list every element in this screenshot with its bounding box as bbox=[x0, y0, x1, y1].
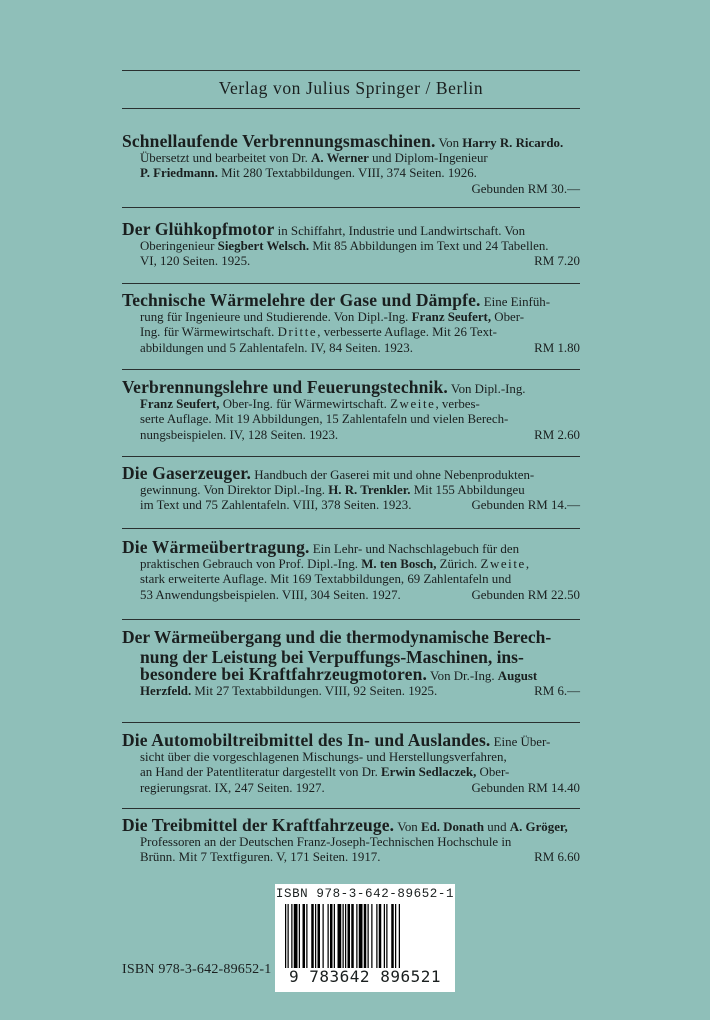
barcode-bar bbox=[315, 904, 316, 968]
book-entry: Die Automobiltreibmittel des In- und Auslandes. Eine Über- sicht über die vorgeschlagenen Mischungs- und Herstellungsverfahren, an Hand der Patentliteratur dargestellt von Dr. Erwin Sedlaczek, Ober- regierungsrat. IX, 247 Seiten. 1927. Gebunden RM 14.40 bbox=[122, 730, 580, 795]
barcode-bar bbox=[368, 904, 369, 968]
barcode-isbn: ISBN 978-3-642-89652-1 bbox=[275, 887, 455, 901]
entry-rule bbox=[122, 283, 580, 284]
book-title: Der Glühkopfmotor bbox=[122, 219, 275, 239]
book-entry: Schnellaufende Verbrennungsmaschinen. Von Harry R. Ricardo. Übersetzt und bearbeitet von Dr. A. Werner und Diplom-Ingenieur P. Friedmann. Mit 280 Textabbildungen. VIII, 374 Seiten. 1926. Gebunden RM 30.— bbox=[122, 131, 580, 196]
barcode-bar bbox=[348, 904, 351, 968]
isbn-label: ISBN 978-3-642-89652-1 bbox=[122, 962, 272, 977]
barcode-bar bbox=[330, 904, 333, 968]
book-price: RM 7.20 bbox=[534, 254, 580, 269]
barcode-bar bbox=[294, 904, 298, 968]
book-title: Die Treibmittel der Kraftfahrzeuge. bbox=[122, 815, 395, 835]
book-entry: Der Glühkopfmotor in Schiffahrt, Industrie und Landwirtschaft. Von Oberingenieur Siegbert Welsch. Mit 85 Abbildungen im Text und 24 Tabellen. VI, 120 Seiten. 1925. RM 7.20 bbox=[122, 219, 580, 269]
book-author: August bbox=[497, 669, 538, 683]
entry-rule bbox=[122, 619, 580, 620]
book-author: Erwin Sedlaczek, bbox=[381, 765, 477, 780]
publisher-line: Verlag von Julius Springer / Berlin bbox=[218, 78, 484, 98]
barcode-bar bbox=[364, 904, 367, 968]
book-price: RM 6.60 bbox=[534, 850, 580, 865]
barcode bbox=[275, 884, 455, 992]
top-rule bbox=[122, 70, 580, 71]
book-title: Der Wärmeübergang und die thermodynamische Berech- bbox=[122, 627, 552, 647]
barcode-bar bbox=[376, 904, 377, 968]
barcode-bar bbox=[338, 904, 342, 968]
barcode-bar bbox=[399, 904, 400, 968]
book-title: Verbrennungslehre und Feuerungstechnik. bbox=[122, 377, 448, 397]
book-price: RM 1.80 bbox=[534, 340, 580, 355]
barcode-bar bbox=[359, 904, 363, 968]
barcode-bar bbox=[379, 904, 382, 968]
book-entry: Die Treibmittel der Kraftfahrzeuge. Von Ed. Donath und A. Gröger, Professoren an der Deutschen Franz-Joseph-Technischen Hochschule in Brünn. Mit 7 Textfiguren. V, 171 Seiten. 1917. RM 6.60 bbox=[122, 815, 580, 865]
book-title: Technische Wärmelehre der Gase und Dämpfe. bbox=[122, 290, 481, 310]
book-author: Franz Seufert, bbox=[411, 310, 492, 325]
entry-rule bbox=[122, 722, 580, 723]
book-author: Ed. Donath bbox=[420, 820, 485, 834]
book-title: Die Wärmeübertragung. bbox=[122, 537, 310, 557]
barcode-bar bbox=[328, 904, 329, 968]
barcode-bar bbox=[386, 904, 387, 968]
book-title: Die Automobiltreibmittel des In- und Auslandes. bbox=[122, 730, 491, 750]
barcode-bars bbox=[281, 904, 449, 968]
book-entry: Technische Wärmelehre der Gase und Dämpfe. Eine Einfüh- rung für Ingenieure und Studierende. Von Dipl.-Ing. Franz Seufert, Ober- Ing. für Wärmewirtschaft. Dritte, verbesserte Auflage. Mit 26 Text- abbildungen und 5 Zahlentafeln. IV, 84 Seiten. 1923. RM 1.80 bbox=[122, 290, 580, 355]
book-author: Harry R. Ricardo. bbox=[462, 136, 564, 150]
entry-rule bbox=[122, 528, 580, 529]
barcode-bar bbox=[356, 904, 357, 968]
barcode-digits: 9 783642 896521 bbox=[289, 967, 441, 986]
entry-rule bbox=[122, 369, 580, 370]
barcode-bar bbox=[371, 904, 372, 968]
book-entry: Die Wärmeübertragung. Ein Lehr- und Nachschlagebuch für den praktischen Gebrauch von Prof. Dipl.-Ing. M. ten Bosch, Zürich. Zweite, stark erweiterte Auflage. Mit 169 Textabbildungen, 69 Zahlentafeln und 53 Anwendungsbeispielen. VIII, 304 Seiten. 1927. Gebunden RM 22.50 bbox=[122, 537, 580, 602]
book-price: Gebunden RM 30.— bbox=[471, 181, 580, 196]
book-price: Gebunden RM 14.40 bbox=[471, 780, 580, 795]
barcode-bar bbox=[291, 904, 292, 968]
barcode-bar bbox=[311, 904, 314, 968]
barcode-bar bbox=[299, 904, 300, 968]
barcode-bar bbox=[391, 904, 394, 968]
book-author: H. R. Trenkler. bbox=[328, 483, 411, 498]
barcode-bar bbox=[285, 904, 286, 968]
barcode-bar bbox=[395, 904, 396, 968]
book-title: Die Gaserzeuger. bbox=[122, 463, 252, 483]
book-price: Gebunden RM 22.50 bbox=[471, 587, 580, 602]
entry-rule bbox=[122, 808, 580, 809]
barcode-bar bbox=[351, 904, 354, 968]
barcode-bar bbox=[384, 904, 385, 968]
entry-rule bbox=[122, 456, 580, 457]
barcode-bar bbox=[345, 904, 346, 968]
book-entry: Die Gaserzeuger. Handbuch der Gaserei mit und ohne Nebenprodukten- gewinnung. Von Direktor Dipl.-Ing. H. R. Trenkler. Mit 155 Abbildungeu im Text und 75 Zahlentafeln. VIII, 378 Seiten. 1923. Gebunden RM 14.— bbox=[122, 463, 580, 513]
publisher-rule bbox=[122, 108, 580, 109]
book-author: M. ten Bosch, bbox=[361, 557, 437, 572]
book-entry: Der Wärmeübergang und die thermodynamische Berech- nung der Leistung bei Verpuffungs-Maschinen, ins- besondere bei Kraftfahrzeugmotoren. Von Dr.-Ing. August Herzfeld. Mit 27 Textabbildungen. VIII, 92 Seiten. 1925. RM 6.— bbox=[122, 627, 580, 699]
barcode-bar bbox=[343, 904, 344, 968]
book-price: RM 6.— bbox=[534, 684, 580, 699]
book-author: Siegbert Welsch. bbox=[217, 239, 310, 254]
barcode-bar bbox=[288, 904, 289, 968]
book-price: RM 2.60 bbox=[534, 427, 580, 442]
barcode-bar bbox=[323, 904, 324, 968]
entry-rule bbox=[122, 207, 580, 208]
book-price: Gebunden RM 14.— bbox=[471, 498, 580, 513]
book-title: Schnellaufende Verbrennungsmaschinen. bbox=[122, 131, 436, 151]
barcode-bar bbox=[334, 904, 335, 968]
barcode-bar bbox=[303, 904, 306, 968]
barcode-bar bbox=[318, 904, 321, 968]
book-entry: Verbrennungslehre und Feuerungstechnik. Von Dipl.-Ing. Franz Seufert, Ober-Ing. für Wärmewirtschaft. Zweite, verbes- serte Auflage. Mit 19 Abbildungen, 15 Zahlentafeln und vielen Berech- nungsbeispielen. IV, 128 Seiten. 1923. RM 2.60 bbox=[122, 377, 580, 442]
barcode-bar bbox=[306, 904, 307, 968]
book-author: Franz Seufert, bbox=[140, 397, 220, 412]
